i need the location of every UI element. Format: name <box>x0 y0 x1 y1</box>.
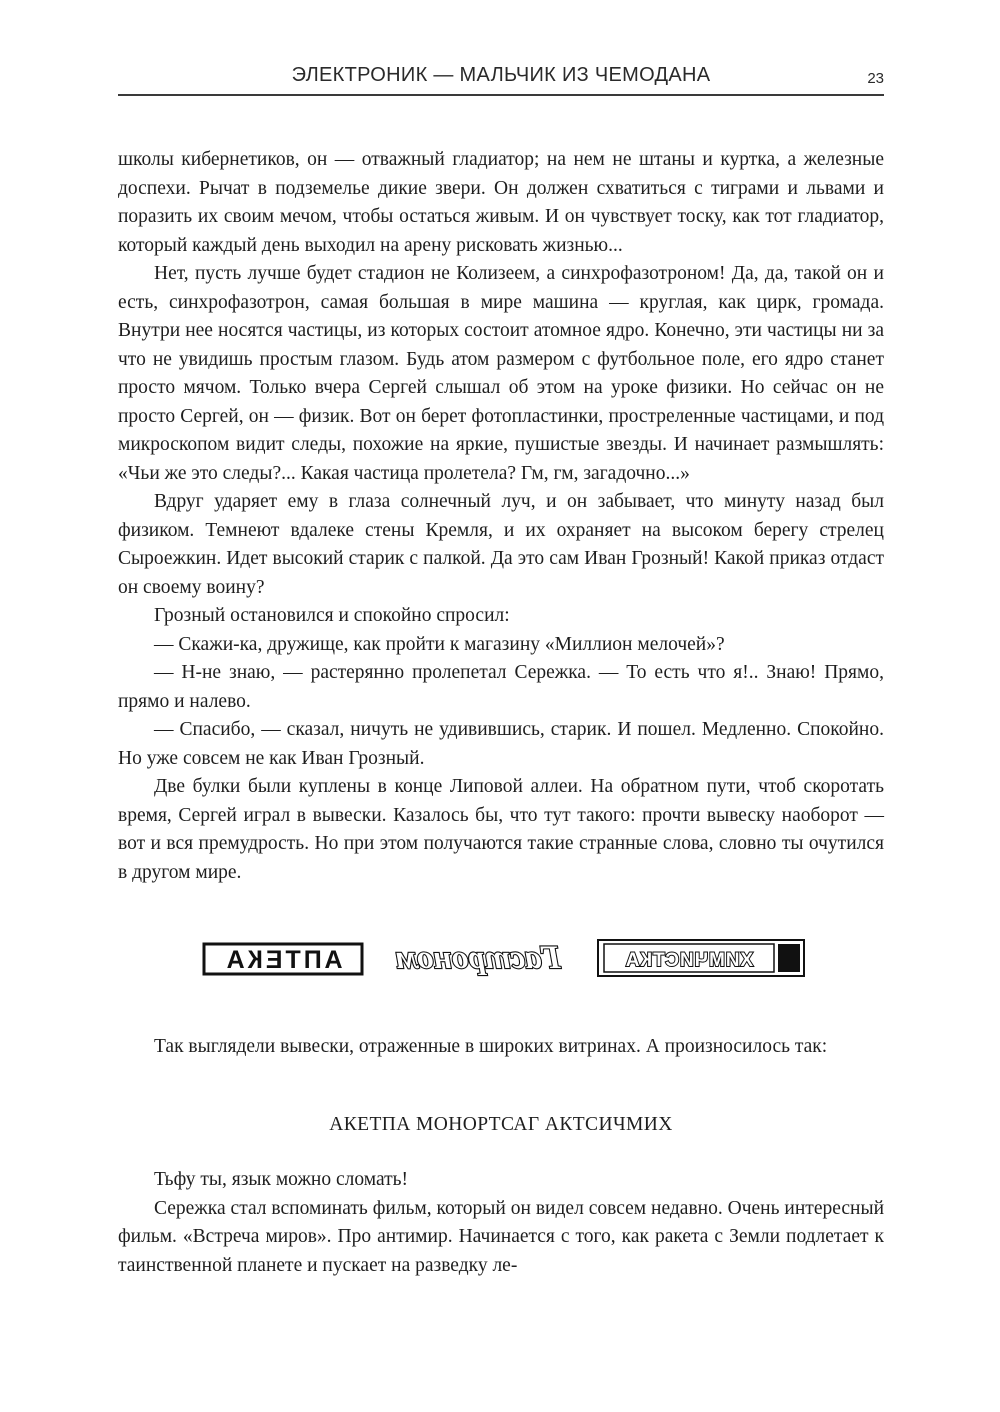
text-block-after-figure <box>118 1033 884 1062</box>
paragraph: Две булки были куплены в конце Липовой аллеи. На обратном пути, чтоб скоротать время, Сергей играл в вывески. Казалось бы, что тут такого: прочти вывеску наоборот — вот и вся премудрость. Но при этом получаются такие странные слова, словно ты очутился в другом мире. <box>118 776 884 883</box>
sign-gastronom <box>395 940 561 976</box>
paragraph: Так выглядели вывески, отраженные в широких витринах. А произносилось так: <box>154 1036 828 1057</box>
paragraph: Вдруг ударяет ему в глаза солнечный луч, и он забывает, что минуту назад был физиком. Темнеют вдалеке стены Кремля, и их охраняет на высоком берегу стрелец Сыроежкин. Идет высокий старик с палкой. Да это сам Иван Грозный! Какой приказ отдаст он своему воину? <box>118 491 884 598</box>
sign-himchistka <box>598 940 804 976</box>
paragraph: школы кибернетиков, он — отважный гладиатор; на нем не штаны и куртка, а железные доспехи. Рычат в подземелье дикие звери. Он должен схватиться с тиграми и львами и поразить их своим мечом, чтобы остаться живым. И он чувствует тоску, как тот гладиатор, который каждый день выходил на арену рисковать жизнью... <box>118 149 884 256</box>
running-title: ЭЛЕКТРОНИК — МАЛЬЧИК ИЗ ЧЕМОДАНА <box>291 64 711 86</box>
sign-gastronom-text: Гастроном <box>395 940 561 976</box>
mirrored-shop-signs-illustration <box>200 932 810 982</box>
paragraph: — Спасибо, — сказал, ничуть не удивившись, старик. И пошел. Медленно. Спокойно. Но уже совсем не как Иван Грозный. <box>118 719 884 769</box>
sign-apteka <box>204 944 362 974</box>
text-block-top <box>118 146 884 887</box>
page-number: 23 <box>867 70 884 87</box>
running-header <box>118 62 884 96</box>
sign-apteka-text: АПТЕКА <box>223 946 343 974</box>
paragraph: Тьфу ты, язык можно сломать! <box>154 1169 409 1190</box>
paragraph: Сережка стал вспоминать фильм, который он видел совсем недавно. Очень интересный фильм. «Встреча миров». Про антимир. Начинается с того, как ракета с Земли подлетает к таинственной планете и пускает на разведку ле- <box>118 1197 884 1276</box>
sign-himchistka-text: ХИМЧИСТКА <box>624 950 754 971</box>
paragraph: — Скажи-ка, дружище, как пройти к магазину «Миллион мелочей»? <box>154 633 725 655</box>
reversed-signs-reading: АКЕТПА МОНОРТСАГ АКТСИЧМИХ <box>329 1114 673 1135</box>
mirrored-signs-svg <box>200 932 810 982</box>
paragraph: Грозный остановился и спокойно спросил: <box>154 605 510 626</box>
paragraph: Нет, пусть лучше будет стадион не Колизеем, а синхрофазотроном! Да, да, такой он и есть, синхрофазотрон, самая большая в мире машина — круглая, как цирк, громада. Внутри нее носятся частицы, из которых состоит атомное ядро. Конечно, эти частицы ни за что не увидишь простым глазом. Будь атом размером с футбольное поле, его ядро станет просто мячом. Только вчера Сергей слышал об этом на уроке физики. Но сейчас он не просто Сергей, он — физик. Вот он берет фотопластинки, простреленные частицами, и под микроскопом видит следы, похожие на яркие, пушистые звезды. И начинает размышлять: «Чьи же это следы?... Какая частица пролетела? Гм, гм, загадочно...» <box>118 263 884 484</box>
paragraph: — Н-не знаю, — растерянно пролепетал Сережка. — То есть что я!.. Знаю! Прямо, прямо и налево. <box>118 662 884 712</box>
text-block-bottom <box>118 1166 884 1280</box>
